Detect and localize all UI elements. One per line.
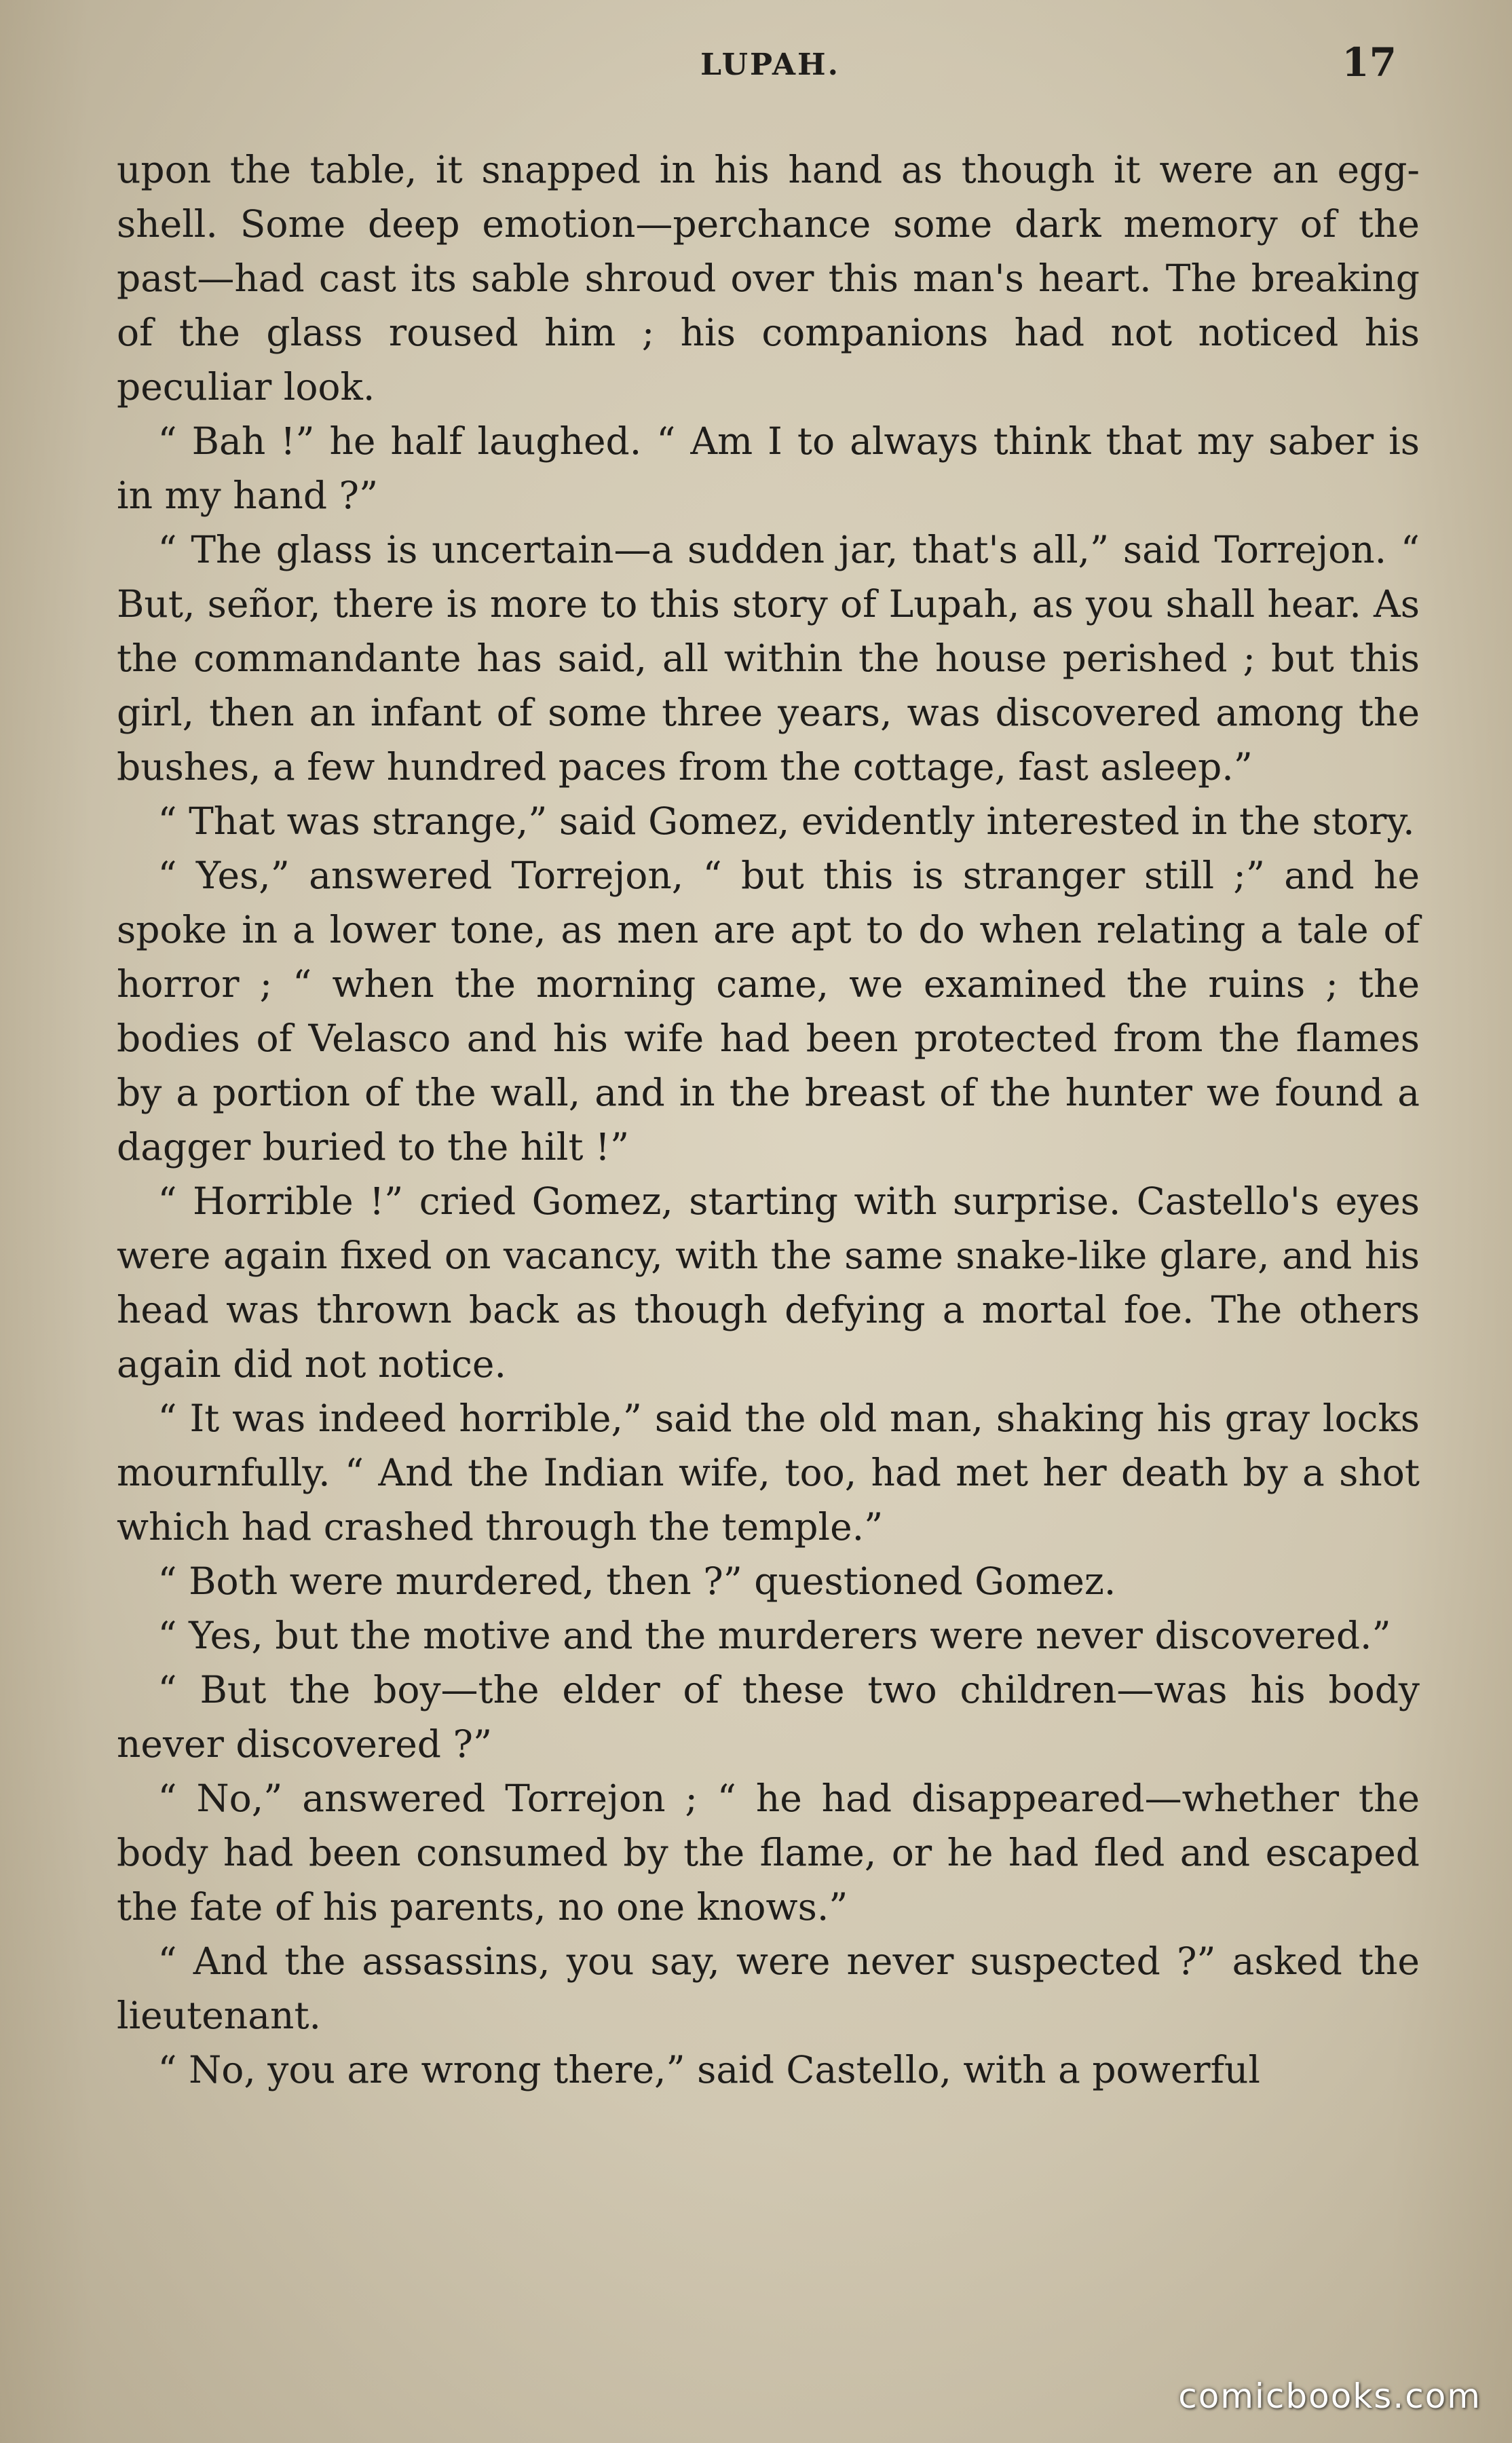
paragraph: “ It was indeed horrible,” said the old man, shaking his gray locks mournfully. “ And the Indian wife, too, had met her death by a shot which had crashed through the temple.” [117,1397,1420,1549]
paragraph: “ Both were murdered, then ?” questioned Gomez. [157,1559,1116,1603]
running-head: LUPAH. [700,48,840,82]
paragraph: “ Yes,” answered Torrejon, “ but this is stranger still ;” and he spoke in a lower tone, as men are apt to do when relating a tale of horror ; “ when the morning came, we examined the ruins ; the bodies of Velasco and his wife had been protected from the flames by a portion of the wall, and in the breast of the hunter we found a dagger buried to the hilt !” [117,854,1420,1169]
watermark: comicbooks.com [1178,2376,1481,2416]
paragraph: “ But the boy—the elder of these two children—was his body never discovered ?” [117,1668,1420,1766]
paragraph: “ No, you are wrong there,” said Castello, with a powerful [157,2048,1260,2091]
paragraph: upon the table, it snapped in his hand as though it were an egg-shell. Some deep emotion—perchance some dark memory of the past—had cast its sable shroud over this man's heart. The breaking of the glass roused him ; his companions had not noticed his peculiar look. [117,148,1420,409]
paragraph: “ The glass is uncertain—a sudden jar, that's all,” said Torrejon. “ But, señor, there is more to this story of Lupah, as you shall hear. As the commandante has said, all within the house perished ; but this girl, then an infant of some three years, was discovered among the bushes, a few hundred paces from the cottage, fast asleep.” [117,528,1420,789]
paragraph: “ And the assassins, you say, were never suspected ?” asked the lieutenant. [117,1939,1420,2037]
page-number: 17 [1342,39,1397,86]
paragraph: “ No,” answered Torrejon ; “ he had disappeared—whether the body had been consumed by the flame, or he had fled and escaped the fate of his parents, no one knows.” [117,1777,1420,1929]
paragraph: “ That was strange,” said Gomez, evidently interested in the story. [157,799,1415,843]
paragraph: “ Yes, but the motive and the murderers were never discovered.” [157,1614,1391,1657]
body-text [117,143,1420,2097]
page-header [117,39,1424,87]
paragraph: “ Horrible !” cried Gomez, starting with surprise. Castello's eyes were again fixed on vacancy, with the same snake-like glare, and his head was thrown back as though defying a mortal foe. The others again did not notice. [117,1179,1420,1386]
paragraph: “ Bah !” he half laughed. “ Am I to always think that my saber is in my hand ?” [117,419,1420,517]
